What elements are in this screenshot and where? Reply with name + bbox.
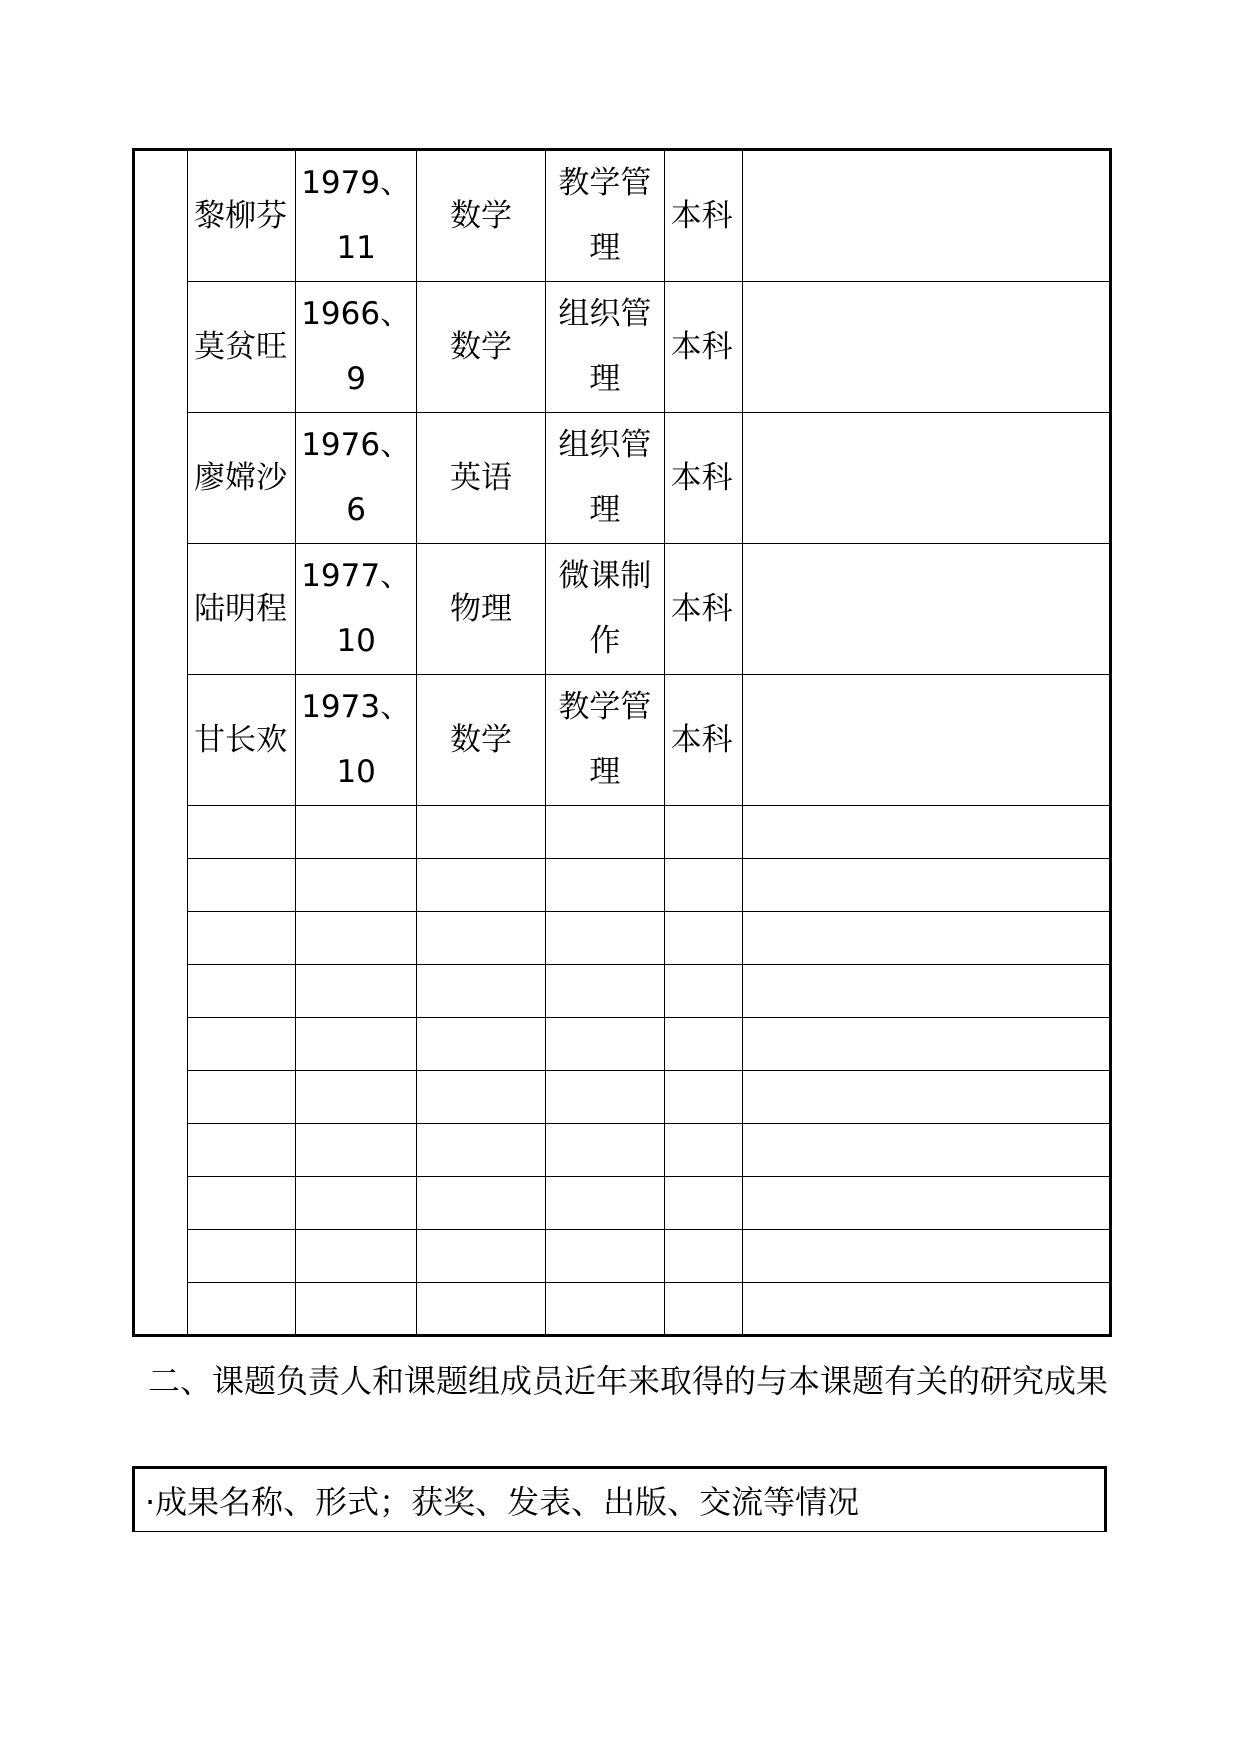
member-birth: 1973、10 <box>296 675 416 806</box>
member-education: 本科 <box>664 413 742 544</box>
empty-row <box>134 1071 1111 1124</box>
empty-row <box>134 859 1111 912</box>
member-subject: 数学 <box>416 150 545 282</box>
empty-cell <box>664 912 742 965</box>
member-row <box>134 282 1111 413</box>
empty-cell <box>188 965 296 1018</box>
empty-cell <box>296 965 416 1018</box>
empty-cell <box>188 1124 296 1177</box>
results-box <box>132 1466 1107 1532</box>
empty-cell <box>416 859 545 912</box>
empty-cell <box>546 1230 664 1283</box>
empty-cell <box>416 1018 545 1071</box>
empty-cell <box>416 1230 545 1283</box>
member-row <box>134 150 1111 282</box>
empty-cell <box>296 1018 416 1071</box>
empty-cell <box>416 1071 545 1124</box>
empty-row <box>134 1177 1111 1230</box>
member-note <box>742 150 1110 282</box>
empty-cell <box>188 1018 296 1071</box>
member-name: 廖嫦沙 <box>188 413 296 544</box>
member-birth: 1979、11 <box>296 150 416 282</box>
empty-cell <box>296 1124 416 1177</box>
empty-cell <box>546 1177 664 1230</box>
empty-cell <box>546 1124 664 1177</box>
empty-cell <box>546 1071 664 1124</box>
member-name: 陆明程 <box>188 544 296 675</box>
member-note <box>742 675 1110 806</box>
empty-cell <box>188 859 296 912</box>
member-education: 本科 <box>664 675 742 806</box>
member-education: 本科 <box>664 150 742 282</box>
member-subject: 物理 <box>416 544 545 675</box>
member-note <box>742 544 1110 675</box>
member-role: 教学管理 <box>546 675 664 806</box>
empty-row <box>134 1124 1111 1177</box>
empty-cell <box>296 1283 416 1336</box>
empty-cell <box>188 912 296 965</box>
empty-cell <box>546 806 664 859</box>
empty-row <box>134 1283 1111 1336</box>
empty-cell <box>546 1018 664 1071</box>
empty-cell <box>416 1177 545 1230</box>
empty-cell <box>664 1071 742 1124</box>
member-education: 本科 <box>664 282 742 413</box>
empty-cell <box>188 1177 296 1230</box>
empty-cell <box>742 859 1110 912</box>
member-birth: 1976、6 <box>296 413 416 544</box>
empty-cell <box>664 1124 742 1177</box>
empty-cell <box>664 1230 742 1283</box>
empty-cell <box>742 1071 1110 1124</box>
empty-cell <box>742 1018 1110 1071</box>
empty-cell <box>664 1177 742 1230</box>
empty-cell <box>546 1283 664 1336</box>
empty-cell <box>416 806 545 859</box>
member-birth: 1977、10 <box>296 544 416 675</box>
member-education: 本科 <box>664 544 742 675</box>
member-subject: 英语 <box>416 413 545 544</box>
empty-cell <box>742 806 1110 859</box>
empty-cell <box>664 1018 742 1071</box>
results-label: ·成果名称、形式；获奖、发表、出版、交流等情况 <box>145 1483 860 1521</box>
empty-row <box>134 965 1111 1018</box>
empty-cell <box>296 859 416 912</box>
merged-label-cell <box>134 150 188 1336</box>
empty-cell <box>296 1230 416 1283</box>
member-role: 组织管理 <box>546 282 664 413</box>
empty-cell <box>742 1124 1110 1177</box>
member-row <box>134 544 1111 675</box>
empty-cell <box>416 1283 545 1336</box>
member-birth: 1966、9 <box>296 282 416 413</box>
empty-cell <box>296 912 416 965</box>
empty-cell <box>416 1124 545 1177</box>
member-name: 甘长欢 <box>188 675 296 806</box>
section-heading: 二、课题负责人和课题组成员近年来取得的与本课题有关的研究成果 <box>148 1362 1109 1400</box>
member-role: 教学管理 <box>546 150 664 282</box>
member-row <box>134 675 1111 806</box>
member-subject: 数学 <box>416 282 545 413</box>
empty-row <box>134 1018 1111 1071</box>
empty-cell <box>416 912 545 965</box>
empty-cell <box>188 1071 296 1124</box>
empty-cell <box>188 1283 296 1336</box>
empty-cell <box>742 912 1110 965</box>
member-note <box>742 282 1110 413</box>
empty-cell <box>546 859 664 912</box>
member-subject: 数学 <box>416 675 545 806</box>
empty-row <box>134 912 1111 965</box>
empty-cell <box>664 859 742 912</box>
empty-cell <box>664 806 742 859</box>
member-role: 微课制作 <box>546 544 664 675</box>
empty-cell <box>742 1230 1110 1283</box>
empty-cell <box>296 1177 416 1230</box>
empty-row <box>134 806 1111 859</box>
empty-cell <box>664 1283 742 1336</box>
member-row <box>134 413 1111 544</box>
member-name: 黎柳芬 <box>188 150 296 282</box>
empty-cell <box>296 806 416 859</box>
empty-cell <box>742 965 1110 1018</box>
empty-row <box>134 1230 1111 1283</box>
empty-cell <box>742 1283 1110 1336</box>
empty-cell <box>546 912 664 965</box>
members-body <box>134 150 1111 1336</box>
member-role: 组织管理 <box>546 413 664 544</box>
empty-cell <box>742 1177 1110 1230</box>
member-name: 莫贫旺 <box>188 282 296 413</box>
empty-cell <box>188 1230 296 1283</box>
empty-cell <box>546 965 664 1018</box>
empty-cell <box>664 965 742 1018</box>
empty-cell <box>296 1071 416 1124</box>
members-table <box>132 148 1112 1337</box>
member-note <box>742 413 1110 544</box>
empty-cell <box>188 806 296 859</box>
empty-cell <box>416 965 545 1018</box>
